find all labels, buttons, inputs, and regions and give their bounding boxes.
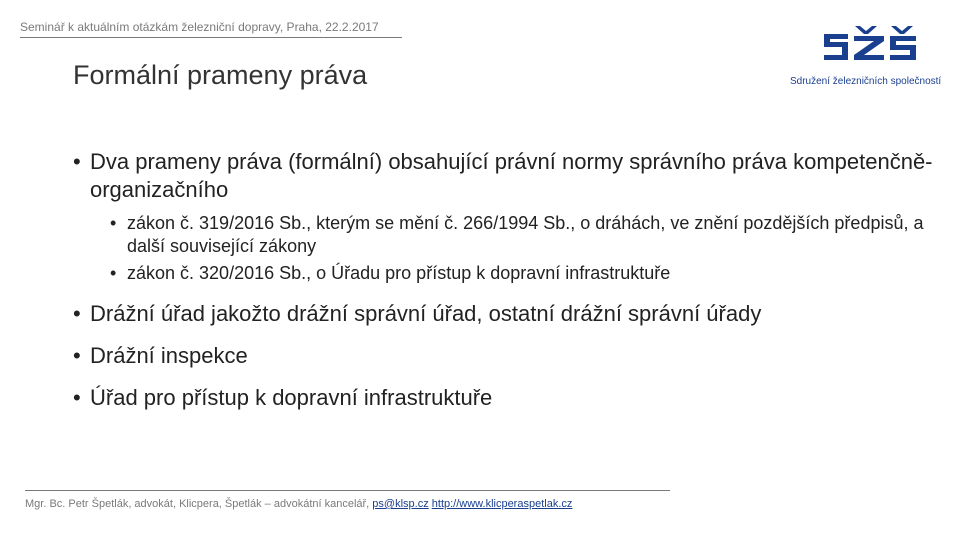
slide-title: Formální prameny práva — [73, 60, 368, 90]
seminar-header: Seminář k aktuálním otázkám železniční dopravy, Praha, 22.2.2017 — [20, 20, 402, 38]
bullet-item: • Drážní inspekce — [70, 342, 950, 370]
bullet-item: • Dva prameny práva (formální) obsahující právní normy správního práva kompetenčně-organizačního — [70, 148, 950, 204]
bullet-item: • Drážní úřad jakožto drážní správní úřad, ostatní drážní správní úřady — [70, 300, 950, 328]
bullet-item: • Úřad pro přístup k dopravní infrastruktuře — [70, 384, 950, 412]
footer-email-link[interactable]: ps@klsp.cz — [372, 498, 429, 510]
footer-text: Mgr. Bc. Petr Špetlák, advokát, Klicpera, Špetlák – advokátní kancelář, — [25, 498, 370, 510]
szs-logo — [790, 26, 950, 92]
sub-bullet-item: • zákon č. 320/2016 Sb., o Úřadu pro přístup k dopravní infrastruktuře — [107, 262, 950, 285]
szs-logo-icon — [822, 26, 918, 62]
slide-body — [70, 148, 950, 412]
sub-bullet-item: • zákon č. 319/2016 Sb., kterým se mění č. 266/1994 Sb., o dráhách, ve znění pozdějších předpisů, a další související zákony — [107, 212, 950, 258]
footer-website-link[interactable]: http://www.klicperaspetlak.cz — [431, 498, 573, 510]
logo-caption: Sdružení železničních společností — [790, 76, 942, 87]
footer — [25, 490, 670, 510]
